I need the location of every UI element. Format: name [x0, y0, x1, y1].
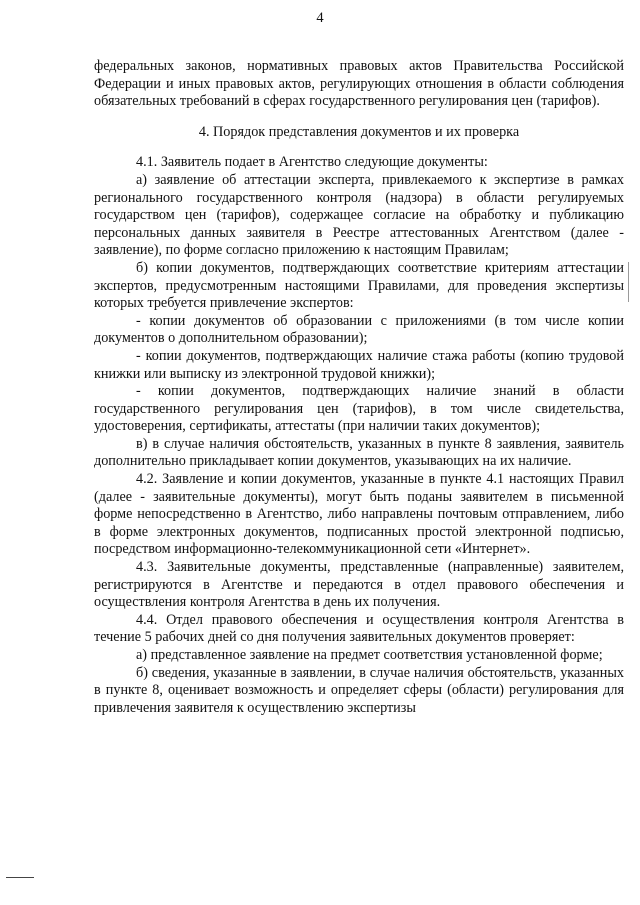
list-item-knowledge: - копии документов, подтверждающих наличие знаний в области государственного регулирования цен (тарифов), в том числе свидетельства, удостоверения, сертификаты, аттестаты (при наличии таких документов);	[94, 383, 624, 435]
paragraph-continuation: федеральных законов, нормативных правовых актов Правительства Российской Федерации и иных правовых актов, регулирующих отношения в области соблюдения обязательных требований в сферах государственного регулирования цен (тарифов).	[94, 58, 624, 110]
list-item-work-experience: - копии документов, подтверждающих наличие стажа работы (копию трудовой книжки или выписку из электронной трудовой книжки);	[94, 347, 624, 382]
list-item-education: - копии документов об образовании с приложениями (в том числе копии документов о дополнительном образовании);	[94, 312, 624, 347]
section-heading: 4. Порядок представления документов и их проверка	[198, 123, 520, 140]
scan-edge-mark	[628, 262, 629, 302]
paragraph-4-4-b: б) сведения, указанные в заявлении, в случае наличия обстоятельств, указанных в пункте 8, оценивает возможность и определяет сферы (области) регулирования для привлечения заявителя к осуществлению экспертизы	[94, 664, 624, 716]
paragraph-4-1-v: в) в случае наличия обстоятельств, указанных в пункте 8 заявления, заявитель дополнительно прикладывает копии документов, указывающих на их наличие.	[94, 435, 624, 470]
paragraph-4-4-a: а) представленное заявление на предмет соответствия установленной форме;	[136, 647, 603, 663]
paragraph-4-1-a: а) заявление об аттестации эксперта, привлекаемого к экспертизе в рамках регионального государственного контроля (надзора) в области регулируемых государством цен (тарифов), содержащее согласие на обработку и публикацию персональных данных заявителя в Реестре аттестованных Агентством (далее - заявление), по форме согласно приложению к настоящим Правилам;	[94, 171, 624, 259]
paragraph-4-2: 4.2. Заявление и копии документов, указанные в пункте 4.1 настоящих Правил (далее - заявительные документы), могут быть поданы заявителем в письменной форме непосредственно в Агентство, либо направлены почтовым отправлением, либо в форме электронных документов, подписанных простой электронной подписью, посредством информационно-телекоммуникационной сети «Интернет».	[94, 471, 624, 558]
page-number: 4	[316, 10, 324, 26]
footnote-rule	[6, 877, 34, 878]
document-body	[94, 58, 624, 717]
paragraph-4-1-b: б) копии документов, подтверждающих соответствие критериям аттестации экспертов, предусмотренным настоящими Правилами, для проведения экспертизы которых требуется привлечение экспертов:	[94, 259, 624, 312]
paragraph-4-4: 4.4. Отдел правового обеспечения и осуществления контроля Агентства в течение 5 рабочих дней со дня получения заявительных документов проверяет:	[94, 611, 624, 646]
paragraph-4-1: 4.1. Заявитель подает в Агентство следующие документы:	[136, 154, 488, 171]
paragraph-4-3: 4.3. Заявительные документы, представленные (направленные) заявителем, регистрируются в Агентстве и передаются в отдел правового обеспечения и осуществления контроля Агентства в день их получения.	[94, 559, 624, 611]
